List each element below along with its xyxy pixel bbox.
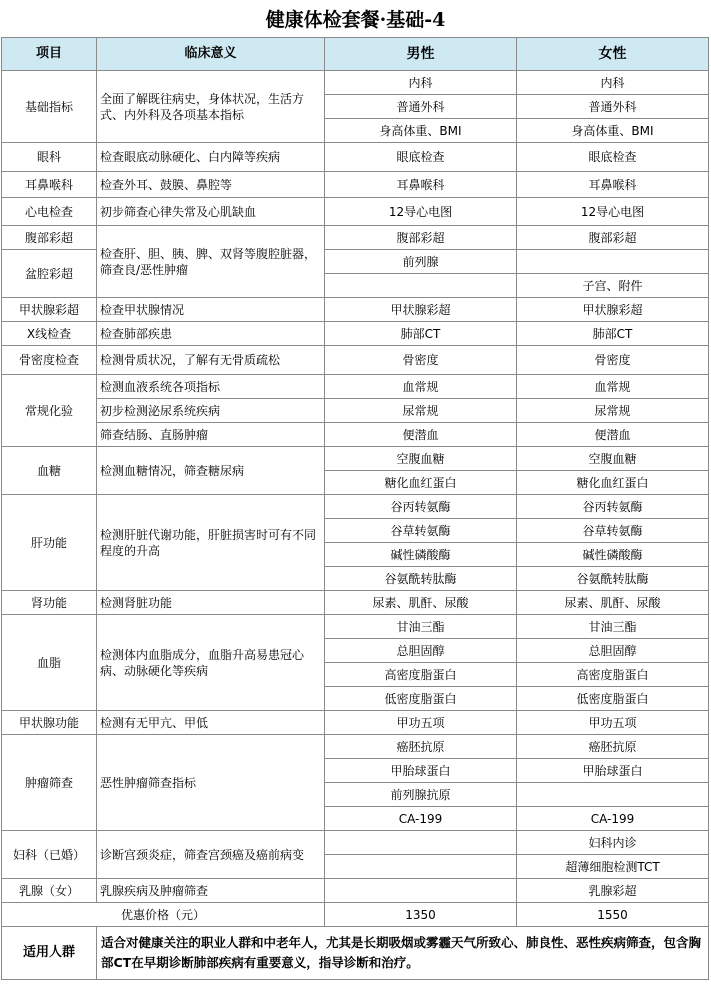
project-cell: 基础指标 (2, 71, 97, 143)
male-item: 腹部彩超 (325, 226, 517, 250)
table-row (2, 615, 709, 639)
table-row (2, 711, 709, 735)
significance-cell: 乳腺疾病及肿瘤筛查 (97, 879, 325, 903)
significance-cell: 检查甲状腺情况 (97, 298, 325, 322)
male-item: 耳鼻喉科 (325, 172, 517, 198)
table-row (2, 322, 709, 346)
female-item: 谷氨酰转肽酶 (517, 567, 709, 591)
significance-cell: 初步筛查心律失常及心肌缺血 (97, 198, 325, 226)
female-item: 糖化血红蛋白 (517, 471, 709, 495)
female-item: 谷草转氨酶 (517, 519, 709, 543)
price-row (2, 903, 709, 927)
table-body (2, 71, 709, 980)
male-item: 12导心电图 (325, 198, 517, 226)
male-item (325, 855, 517, 879)
male-item: 身高体重、BMI (325, 119, 517, 143)
female-item: 普通外科 (517, 95, 709, 119)
table-header-row (2, 38, 709, 71)
header-significance: 临床意义 (97, 38, 325, 71)
applicable-label: 适用人群 (2, 927, 97, 980)
male-item: 高密度脂蛋白 (325, 663, 517, 687)
male-item: 普通外科 (325, 95, 517, 119)
project-cell: 甲状腺功能 (2, 711, 97, 735)
male-item: 谷丙转氨酶 (325, 495, 517, 519)
significance-cell: 诊断宫颈炎症，筛查宫颈癌及癌前病变 (97, 831, 325, 879)
table-row (2, 831, 709, 855)
female-item: 高密度脂蛋白 (517, 663, 709, 687)
project-cell: 眼科 (2, 143, 97, 172)
male-item: 甲胎球蛋白 (325, 759, 517, 783)
project-cell: 血脂 (2, 615, 97, 711)
project-cell: 耳鼻喉科 (2, 172, 97, 198)
header-project: 项目 (2, 38, 97, 71)
table-row (2, 399, 709, 423)
project-cell: 常规化验 (2, 375, 97, 447)
table-row (2, 143, 709, 172)
female-item: 内科 (517, 71, 709, 95)
applicable-text: 适合对健康关注的职业人群和中老年人，尤其是长期吸烟或雾霾天气所致心、肺良性、恶性疾病筛查，包含胸部CT在早期诊断肺部疾病有重要意义，指导诊断和治疗。 (97, 927, 709, 980)
project-cell: 腹部彩超 (2, 226, 97, 250)
table-row (2, 423, 709, 447)
female-item: 甲功五项 (517, 711, 709, 735)
male-item: 便潜血 (325, 423, 517, 447)
female-item: 谷丙转氨酶 (517, 495, 709, 519)
male-item: 骨密度 (325, 346, 517, 375)
price-label: 优惠价格（元） (2, 903, 325, 927)
male-item: 谷氨酰转肽酶 (325, 567, 517, 591)
male-item: 前列腺 (325, 250, 517, 274)
table-row (2, 495, 709, 519)
female-item: 甘油三酯 (517, 615, 709, 639)
page-title: 健康体检套餐·基础-4 (265, 9, 446, 31)
price-male: 1350 (325, 903, 517, 927)
male-item: 糖化血红蛋白 (325, 471, 517, 495)
female-item: 便潜血 (517, 423, 709, 447)
female-item: 低密度脂蛋白 (517, 687, 709, 711)
project-cell: 肿瘤筛查 (2, 735, 97, 831)
table-row (2, 346, 709, 375)
significance-cell: 检查肝、胆、胰、脾、双肾等腹腔脏器，筛查良/恶性肿瘤 (97, 226, 325, 298)
significance-cell: 筛查结肠、直肠肿瘤 (97, 423, 325, 447)
female-item: 12导心电图 (517, 198, 709, 226)
female-item: 乳腺彩超 (517, 879, 709, 903)
female-item: 骨密度 (517, 346, 709, 375)
male-item (325, 274, 517, 298)
male-item: 低密度脂蛋白 (325, 687, 517, 711)
significance-cell: 初步检测泌尿系统疾病 (97, 399, 325, 423)
female-item: CA-199 (517, 807, 709, 831)
table-row (2, 298, 709, 322)
project-cell: 甲状腺彩超 (2, 298, 97, 322)
project-cell: 乳腺（女） (2, 879, 97, 903)
female-item: 尿素、肌酐、尿酸 (517, 591, 709, 615)
male-item: 肺部CT (325, 322, 517, 346)
female-item: 超薄细胞检测TCT (517, 855, 709, 879)
female-item: 耳鼻喉科 (517, 172, 709, 198)
table-row (2, 198, 709, 226)
female-item: 肺部CT (517, 322, 709, 346)
male-item: 甲状腺彩超 (325, 298, 517, 322)
table-row (2, 735, 709, 759)
checkup-table (1, 37, 709, 980)
female-item: 尿常规 (517, 399, 709, 423)
female-item: 癌胚抗原 (517, 735, 709, 759)
male-item: 前列腺抗原 (325, 783, 517, 807)
female-item (517, 250, 709, 274)
significance-cell: 检查眼底动脉硬化、白内障等疾病 (97, 143, 325, 172)
project-cell: 骨密度检查 (2, 346, 97, 375)
male-item: 眼底检查 (325, 143, 517, 172)
applicable-row (2, 927, 709, 980)
female-item: 甲状腺彩超 (517, 298, 709, 322)
table-row (2, 879, 709, 903)
female-item: 血常规 (517, 375, 709, 399)
project-cell: 肾功能 (2, 591, 97, 615)
male-item: 甲功五项 (325, 711, 517, 735)
significance-cell: 检测骨质状况，了解有无骨质疏松 (97, 346, 325, 375)
price-female: 1550 (517, 903, 709, 927)
female-item: 空腹血糖 (517, 447, 709, 471)
male-item: 尿常规 (325, 399, 517, 423)
project-cell: 肝功能 (2, 495, 97, 591)
significance-cell: 检查肺部疾患 (97, 322, 325, 346)
significance-cell: 检测肝脏代谢功能，肝脏损害时可有不同程度的升高 (97, 495, 325, 591)
project-cell: 心电检查 (2, 198, 97, 226)
male-item (325, 831, 517, 855)
female-item: 总胆固醇 (517, 639, 709, 663)
female-item: 碱性磷酸酶 (517, 543, 709, 567)
male-item: 碱性磷酸酶 (325, 543, 517, 567)
header-male: 男性 (325, 38, 517, 71)
table-row (2, 226, 709, 250)
table-row (2, 375, 709, 399)
female-item: 身高体重、BMI (517, 119, 709, 143)
male-item (325, 879, 517, 903)
header-female: 女性 (517, 38, 709, 71)
significance-cell: 检测有无甲亢、甲低 (97, 711, 325, 735)
female-item: 妇科内诊 (517, 831, 709, 855)
female-item: 眼底检查 (517, 143, 709, 172)
significance-cell: 检测体内血脂成分，血脂升高易患冠心病、动脉硬化等疾病 (97, 615, 325, 711)
male-item: 血常规 (325, 375, 517, 399)
female-item: 甲胎球蛋白 (517, 759, 709, 783)
table-row (2, 172, 709, 198)
significance-cell: 检测血液系统各项指标 (97, 375, 325, 399)
female-item: 腹部彩超 (517, 226, 709, 250)
male-item: 尿素、肌酐、尿酸 (325, 591, 517, 615)
male-item: 总胆固醇 (325, 639, 517, 663)
male-item: 空腹血糖 (325, 447, 517, 471)
significance-cell: 全面了解既往病史，身体状况，生活方式、内外科及各项基本指标 (97, 71, 325, 143)
table-row (2, 447, 709, 471)
male-item: CA-199 (325, 807, 517, 831)
male-item: 甘油三酯 (325, 615, 517, 639)
table-row (2, 71, 709, 95)
significance-cell: 检测血糖情况，筛查糖尿病 (97, 447, 325, 495)
female-item: 子宫、附件 (517, 274, 709, 298)
male-item: 谷草转氨酶 (325, 519, 517, 543)
male-item: 癌胚抗原 (325, 735, 517, 759)
project-cell: 妇科（已婚） (2, 831, 97, 879)
project-cell: 血糖 (2, 447, 97, 495)
male-item: 内科 (325, 71, 517, 95)
significance-cell: 检查外耳、鼓膜、鼻腔等 (97, 172, 325, 198)
female-item (517, 783, 709, 807)
project-cell: 盆腔彩超 (2, 250, 97, 298)
significance-cell: 恶性肿瘤筛查指标 (97, 735, 325, 831)
project-cell: X线检查 (2, 322, 97, 346)
significance-cell: 检测肾脏功能 (97, 591, 325, 615)
table-row (2, 591, 709, 615)
